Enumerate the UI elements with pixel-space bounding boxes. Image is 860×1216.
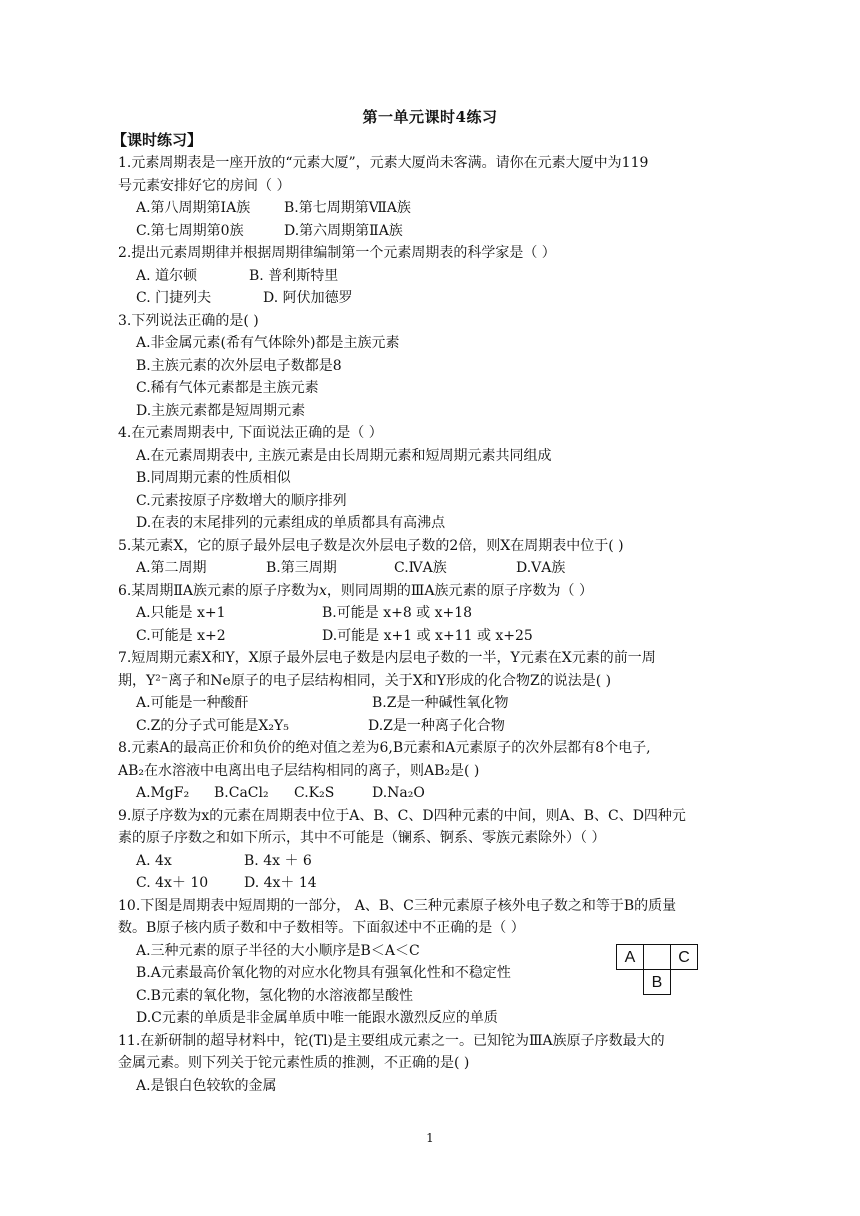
question-9-line-2: 素的原子序数之和如下所示，其中不可能是（镧系、锕系、零族元素除外）（ ） (118, 830, 606, 846)
question-8-options (118, 782, 740, 805)
option-d: D.可能是 x+1 或 x+11 或 x+25 (322, 627, 533, 644)
question-7-line-2: 期，Y²⁻离子和Ne原子的电子层结构相同，关于X和Y形成的化合物Z的说法是( ) (118, 672, 612, 689)
option-b: B. 4x ＋ 6 (244, 852, 312, 869)
question-2-options-row-1 (118, 265, 740, 288)
option-c: C. 4x＋ 10 (136, 875, 209, 891)
page-title: 第一单元课时4练习 (362, 108, 498, 126)
question-8-line-1: 8.元素A的最高正价和负价的绝对值之差为6,B元素和A元素原子的次外层都有8个电子, (118, 740, 651, 756)
question-8-line-2: AB₂在水溶液中电离出电子层结构相同的离子，则AB₂是( ) (118, 762, 480, 779)
question-1-options-row-1 (118, 197, 740, 220)
question-6-variable: x (318, 582, 327, 599)
question-5-line-1: 5.某元素X，它的原子最外层电子数是次外层电子数的2倍，则X在周期表中位于( ) (118, 537, 624, 554)
question-2-options-row-2 (118, 287, 740, 310)
question-1-options-row-2 (118, 220, 740, 243)
question-6-text-start: 6.某周期ⅡA族元素的原子序数为 (118, 582, 319, 599)
option-c: C.ⅣA族 (394, 560, 447, 576)
question-7-line-1: 7.短周期元素X和Y，X原子最外层电子数是内层电子数的一半，Y元素在X元素的前一周 (118, 650, 656, 666)
section-heading: 【课时练习】 (112, 131, 203, 149)
option-c: C.可能是 x+2 (136, 627, 226, 644)
option-a: A.只能是 x+1 (136, 605, 226, 621)
option-c: C.Z的分子式可能是X₂Y₅ (136, 717, 289, 734)
option-d: D.ⅤA族 (516, 560, 566, 576)
question-1-line-1: 1.元素周期表是一座开放的“元素大厦”，元素大厦尚未客满。请你在元素大厦中为119 (118, 155, 649, 171)
option-c: C.B元素的氧化物，氢化物的水溶液都呈酸性 (136, 987, 413, 1004)
option-c: C.第七周期第0族 (136, 222, 244, 239)
question-6-options-row-1 (118, 602, 740, 625)
question-6-text-end: ，则同周期的ⅢA族元素的原子序数为（ ） (326, 582, 593, 599)
option-d: D. 4x＋ 14 (244, 875, 317, 891)
question-11-line-1: 11.在新研制的超导材料中，铊(Tl)是主要组成元素之一。已知铊为ⅢA族原子序数最大的 (118, 1032, 665, 1049)
question-5-options (118, 557, 740, 580)
question-1-line-2: 号元素安排好它的房间（ ） (118, 177, 291, 194)
option-a: A.MgF₂ (136, 785, 190, 801)
question-4-line-1: 4.在元素周期表中, 下面说法正确的是（ ） (118, 425, 383, 441)
option-b: B.A元素最高价氧化物的对应水化物具有强氧化性和不稳定性 (136, 965, 511, 981)
question-3-line-1: 3.下列说法正确的是( ) (118, 312, 259, 329)
option-b: B.可能是 x+8 或 x+18 (322, 605, 473, 621)
option-d: D. 阿伏加德罗 (263, 290, 353, 306)
question-9-line-1: 9.原子序数为x的元素在周期表中位于A、B、C、D四种元素的中间，则A、B、C、D四种元 (118, 807, 686, 824)
cell-b: B (643, 969, 671, 995)
option-a: A.可能是一种酸酐 (136, 695, 249, 711)
option-b: B.第七周期第ⅦA族 (284, 200, 411, 216)
option-b: B.Z是一种碱性氧化物 (372, 695, 509, 711)
option-c: C. 门捷列夫 (136, 290, 212, 306)
question-11-line-2: 金属元素。则下列关于铊元素性质的推测，不正确的是( ) (118, 1055, 470, 1071)
question-10-line-2: 数。B原子核内质子数和中子数相等。下面叙述中不正确的是（ ） (118, 920, 525, 936)
option-b: B.同周期元素的性质相似 (136, 470, 291, 486)
option-d: D.第六周期第ⅡA族 (284, 222, 403, 239)
option-b: B. 普利斯特里 (249, 267, 339, 284)
question-10-line-1: 10.下图是周期表中短周期的一部分， A、B、C三种元素原子核外电子数之和等于B的质量 (118, 897, 677, 914)
option-a: A.在元素周期表中, 主族元素是由长周期元素和短周期元素共同组成 (136, 447, 552, 464)
question-6-line-1 (118, 580, 740, 603)
option-a: A.非金属元素(希有气体除外)都是主族元素 (136, 335, 400, 351)
question-7-options-row-2 (118, 715, 740, 738)
periodic-table-fragment (616, 944, 706, 1000)
option-d: D.Z是一种离子化合物 (368, 717, 505, 734)
option-b: B.CaCl₂ (214, 785, 269, 801)
cell-a: A (616, 944, 644, 970)
cell-empty (643, 944, 671, 970)
option-a: A.三种元素的原子半径的大小顺序是B＜A＜C (136, 942, 420, 959)
option-a: A.第八周期第IA族 (136, 200, 251, 216)
option-b: B.第三周期 (266, 560, 337, 576)
cell-c: C (670, 944, 698, 970)
question-2-line-1: 2.提出元素周期律并根据周期律编制第一个元素周期表的科学家是（ ） (118, 245, 556, 261)
option-d: D.Na₂O (372, 785, 425, 801)
question-9-options-row-2 (118, 872, 740, 895)
option-b: B.主族元素的次外层电子数都是8 (136, 357, 342, 374)
option-d: D.主族元素都是短周期元素 (136, 402, 306, 419)
question-7-options-row-1 (118, 692, 740, 715)
page-number: 1 (426, 1131, 434, 1145)
option-a: A.是银白色较软的金属 (136, 1077, 277, 1094)
question-9-options-row-1 (118, 850, 740, 873)
option-c: C.元素按原子序数增大的顺序排列 (136, 492, 347, 509)
option-d: D.在表的末尾排列的元素组成的单质都具有高沸点 (136, 515, 446, 531)
question-6-options-row-2 (118, 625, 740, 648)
option-d: D.C元素的单质是非金属单质中唯一能跟水激烈反应的单质 (136, 1010, 498, 1026)
option-c: C.稀有气体元素都是主族元素 (136, 380, 319, 396)
option-c: C.K₂S (294, 785, 335, 801)
option-a: A. 道尔顿 (136, 267, 198, 284)
option-a: A.第二周期 (136, 560, 207, 576)
option-a: A. 4x (136, 852, 172, 869)
